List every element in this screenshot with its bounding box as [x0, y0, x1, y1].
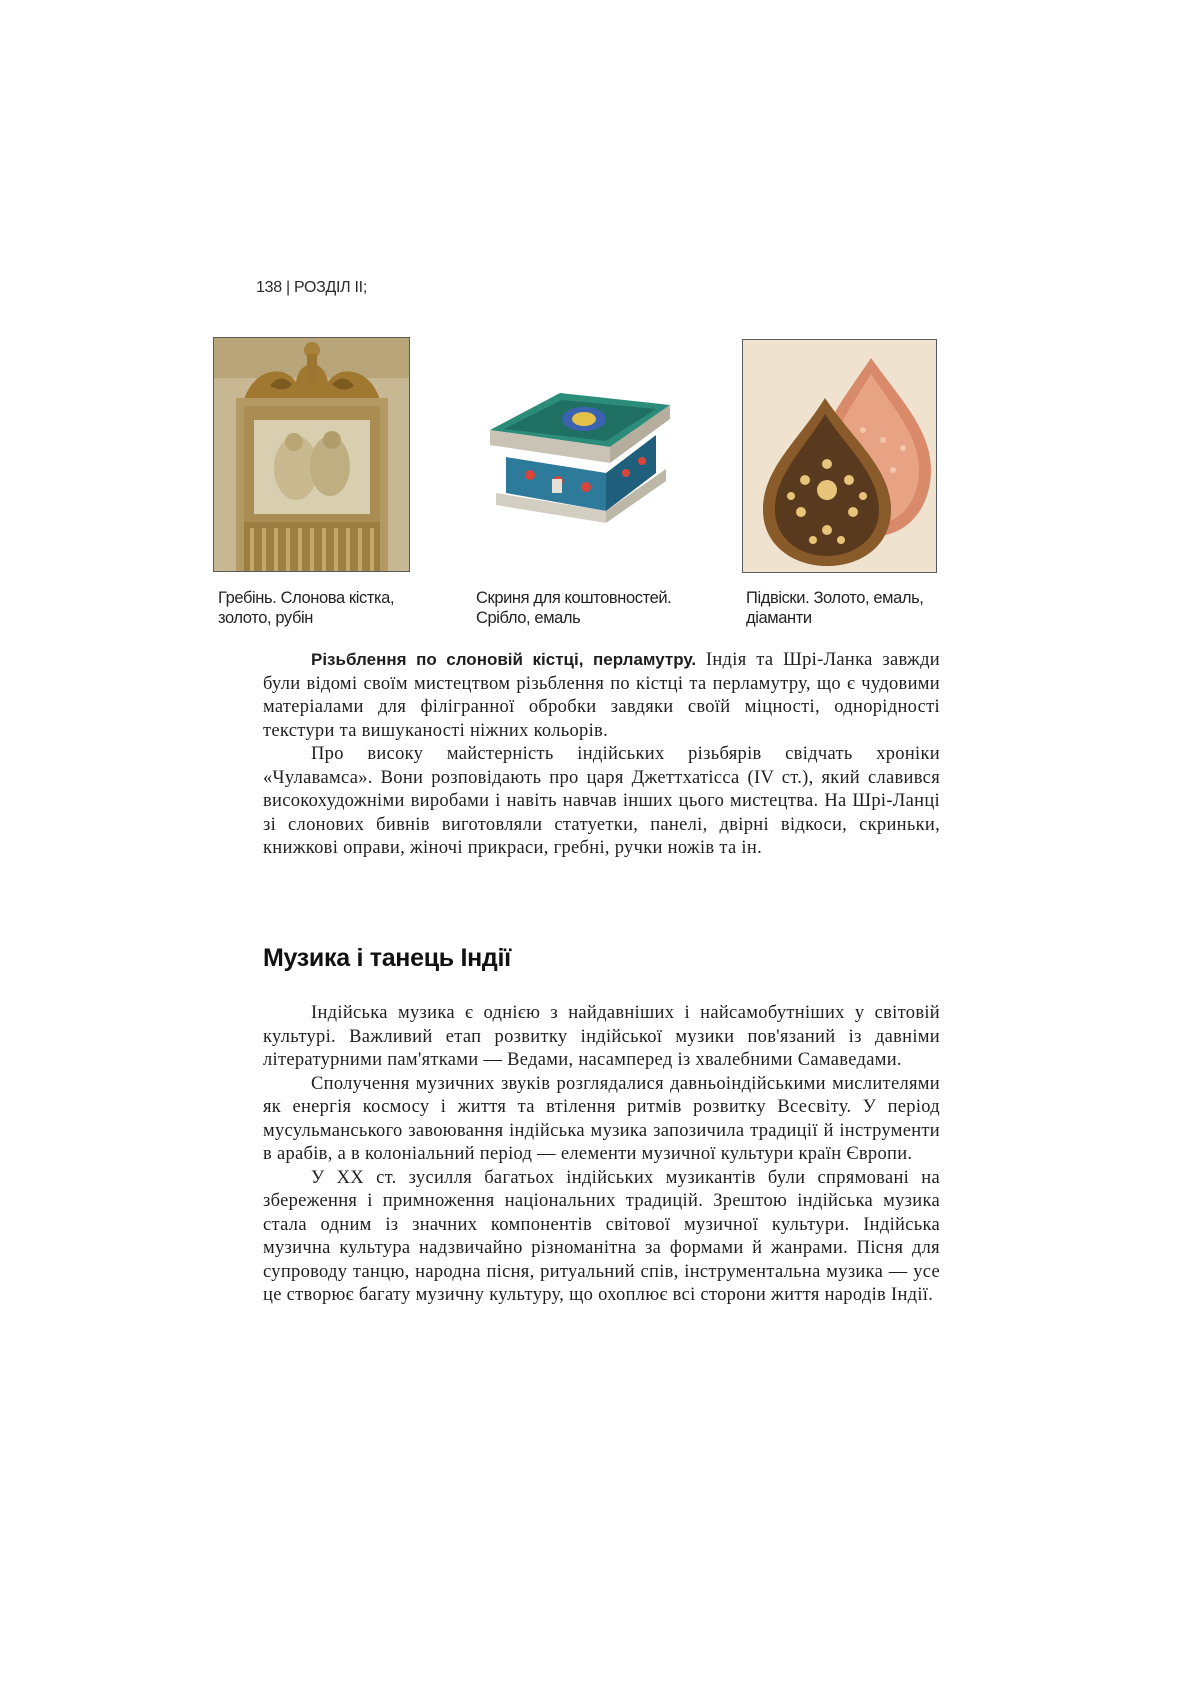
caption-line: золото, рубін	[218, 609, 313, 627]
figure-caption-box	[476, 588, 706, 628]
page-header	[256, 279, 367, 297]
paragraph-text: Індія та Шрі-Ланка завжди були відомі своїм мистецтвом різьблення по кістці та перламутру, що є чудовими матеріалами для філігранної обробки завдяки своїй міцності, однорідності текстури та вишуканості ніжних кольорів.	[263, 650, 940, 741]
paragraph-lead: Різьблення по слоновій кістці, перламутру.	[311, 650, 697, 669]
paragraph: Про високу майстерність індійських різьбярів свідчать хроніки «Чулавамса». Вони розповідають про царя Джеттхатісса (IV ст.), який славився високохудожніми виробами і навіть навчав інших цього мистецтва. На Шрі-Ланці зі слонових бивнів виготовляли статуетки, панелі, двірні відкоси, скриньки, книжкові оправи, жіночі прикраси, гребні, ручки ножів та ін.	[263, 744, 940, 858]
ivory-comb-photo	[213, 337, 410, 572]
caption-line: Підвіски. Золото, емаль,	[746, 589, 924, 607]
carving-text	[263, 648, 940, 861]
page-number: 138	[256, 279, 282, 296]
caption-line: Срібло, емаль	[476, 609, 581, 627]
caption-line: Скриня для коштовностей.	[476, 589, 672, 607]
jewel-box-photo	[480, 375, 680, 525]
music-text	[263, 1002, 940, 1308]
figure-caption-comb	[218, 588, 428, 628]
pendants-photo	[742, 339, 937, 573]
paragraph	[263, 648, 940, 743]
section-title: Музика і танець Індії	[263, 944, 511, 972]
caption-line: Гребінь. Слонова кістка,	[218, 589, 395, 607]
paragraph: У ХХ ст. зусилля багатьох індійських музикантів були спрямовані на збереження і примноження національних традицій. Зрештою індійська музика стала одним із значних компонентів світової музичної культури. Індійська музична культура надзвичайно різноманітна за формами й жанрами. Пісня для супроводу танцю, народна пісня, ритуальний спів, інструментальна музика — усе це створює багату музичну культуру, що охоплює всі сторони життя народів Індії.	[263, 1167, 940, 1305]
section-label: РОЗДІЛ ІІ;	[293, 279, 367, 296]
paragraph: Індійська музика є однією з найдавніших і найсамобутніших у світовій культурі. Важливий етап розвитку індійської музики пов'язаний із давніми літературними пам'ятками — Ведами, насамперед із хвалебними Самаведами.	[263, 1003, 940, 1070]
caption-line: діаманти	[746, 609, 812, 627]
paragraph: Сполучення музичних звуків розглядалися давньоіндійськими мислителями як енергія космосу і життя та втілення ритмів розвитку Всесвіту. У період мусульманського завоювання індійська музика запозичила традиції й інструменти в арабів, а в колоніальний період — елементи музичної культури країн Європи.	[263, 1073, 940, 1164]
header-separator: |	[285, 279, 290, 296]
figure-caption-pendants	[746, 588, 956, 628]
